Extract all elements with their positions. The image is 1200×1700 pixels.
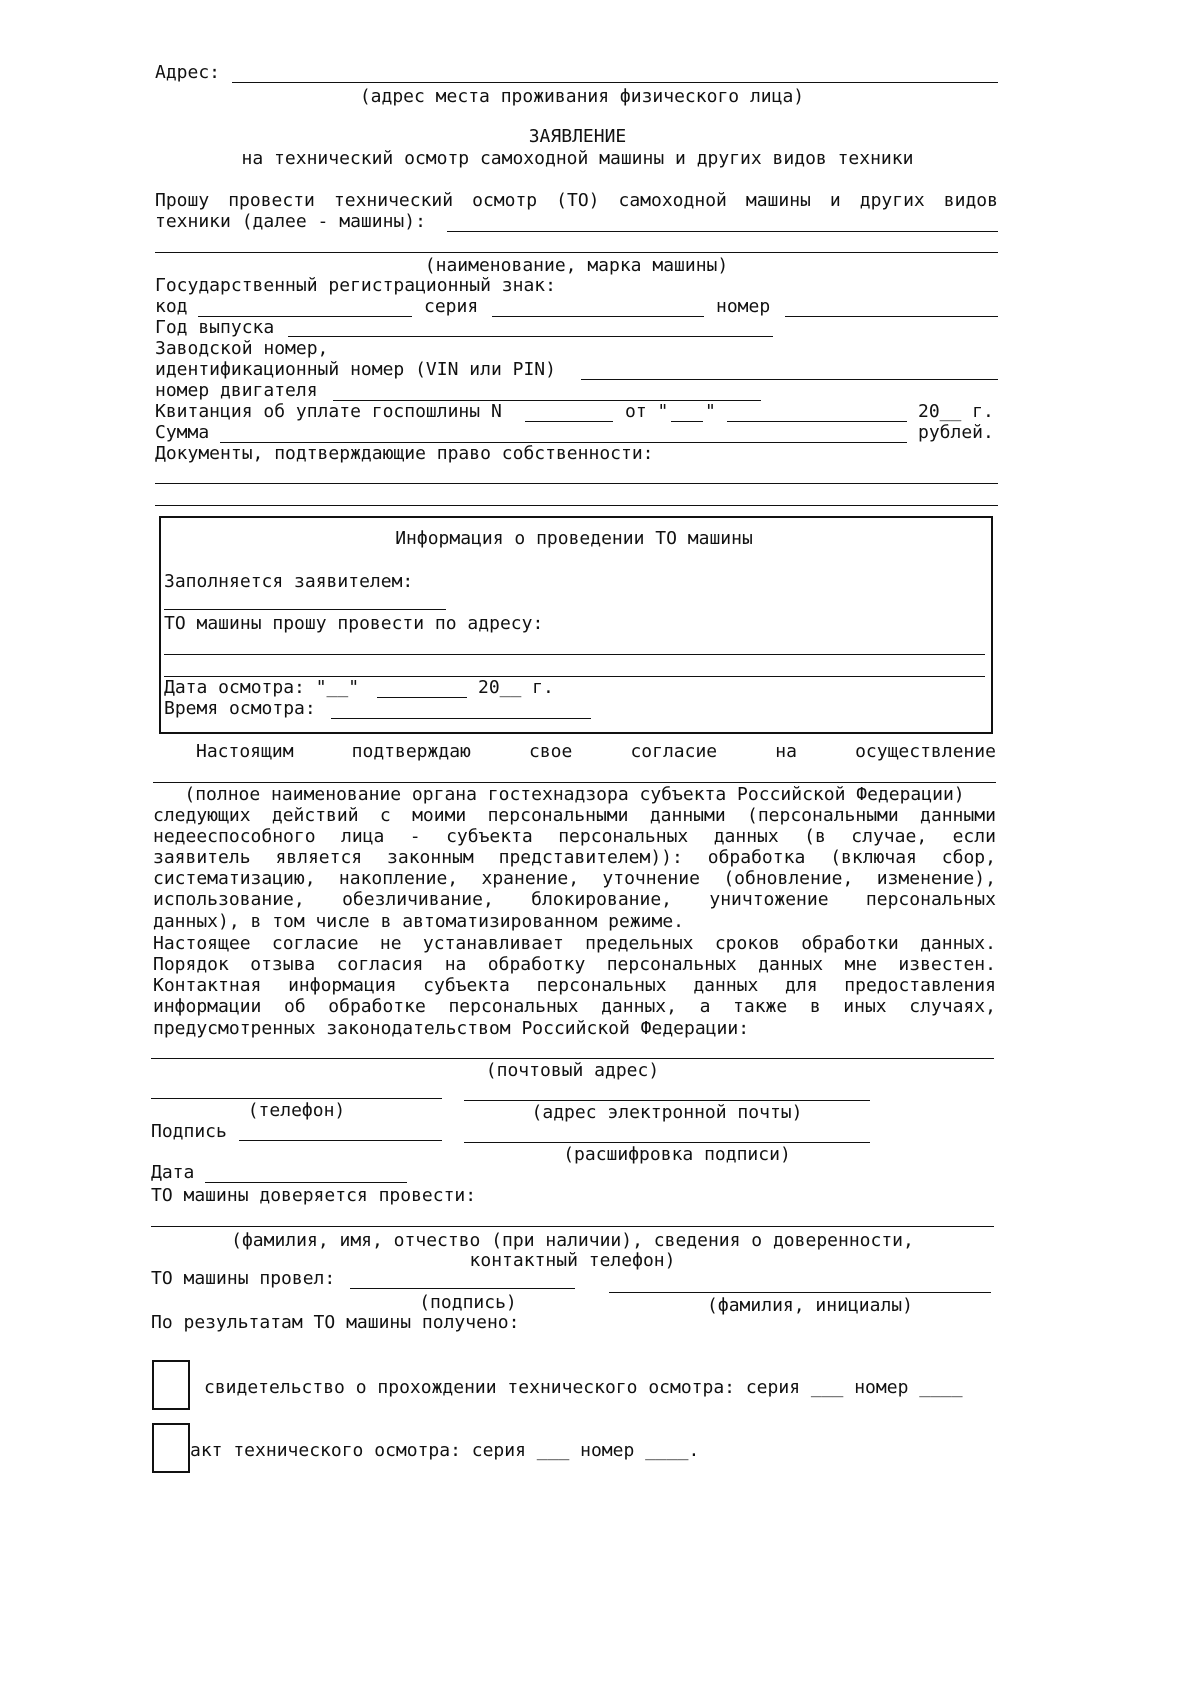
word: обработке [328,996,426,1017]
word: действий [271,805,359,826]
word: персональных [865,889,996,910]
word: а [699,996,711,1017]
word: персональными [487,805,629,826]
address-line[interactable] [232,82,998,83]
signature-caption: (расшифровка подписи) [563,1144,791,1165]
word: данных [693,975,759,996]
word: осуществление [855,741,996,762]
word: обезличивание, [342,889,494,910]
word: других [859,190,925,211]
word: (обновление, [723,868,854,889]
word: данными [920,805,996,826]
date-field[interactable] [205,1182,407,1183]
word: субъекта [446,826,533,847]
inspection-date-label: Дата осмотра: "__" [164,677,360,698]
certificate-label: свидетельство о прохождении технического осмотра: серия ___ номер ____ [204,1377,963,1398]
word: Настоящим [196,741,294,762]
certificate-checkbox[interactable] [152,1360,190,1410]
word: известен. [898,954,996,975]
sum-label: Сумма [155,422,210,443]
word: обработку [487,954,586,975]
trusted-caption-2: контактный телефон) [469,1250,676,1271]
word: видов [943,190,998,211]
word: данных. [920,933,996,954]
word: использование, [153,889,305,910]
address-caption: (адрес места проживания физического лица) [359,86,805,107]
word: данных [713,826,779,847]
word: согласие [271,933,359,954]
word: персональных [606,954,737,975]
word: свое [528,741,573,762]
word: сроков [714,933,780,954]
ownership-label: Документы, подтверждающие право собственности: [155,443,654,464]
word: (персональными [747,805,899,826]
word: персональных [448,996,579,1017]
word: на [775,741,797,762]
receipt-label: Квитанция об уплате госпошлины N [155,401,502,422]
applicant-line[interactable] [164,609,446,610]
paragraph-line [153,827,996,847]
consent-paragraph-2-last: предусмотренных законодательством Российской Федерации: [153,1018,750,1039]
paragraph-line [153,934,996,954]
performed-label: ТО машины провел: [151,1268,336,1289]
inspection-address-label: ТО машины прошу провести по адресу: [164,613,544,634]
phone-line[interactable] [151,1098,442,1099]
number-label: номер [716,296,771,317]
consent-line-1 [196,742,996,762]
word: систематизацию, [153,868,316,889]
phone-caption: (телефон) [247,1100,346,1121]
word: на [444,954,467,975]
word: Прошу [155,190,210,211]
word: в [809,996,821,1017]
word: недееспособного [153,826,316,847]
word: моими [412,805,467,826]
word: заявитель [153,847,251,868]
address-label: Адрес: [155,62,221,83]
word: предельных [585,933,694,954]
word: лица [341,826,385,847]
word: случаях, [909,996,996,1017]
inspection-address-line-1[interactable] [164,654,985,655]
word: подтверждаю [351,741,471,762]
word: (в [804,826,826,847]
vin-field[interactable] [581,379,998,380]
year-field[interactable] [288,336,773,337]
word: представителем)): [498,847,683,868]
results-label: По результатам ТО машины получено: [151,1312,520,1333]
word: данными [649,805,726,826]
word: субъекта [423,975,510,996]
year-label: Год выпуска [155,317,275,338]
request-line-1 [155,191,998,211]
postal-address-caption: (почтовый адрес) [485,1060,660,1081]
word: устанавливает [422,933,564,954]
authority-line[interactable] [153,782,996,783]
series-field[interactable] [492,316,704,317]
word: отзыва [250,954,316,975]
word: провести [228,190,315,211]
receipt-year: 20__ г. [918,401,994,422]
word: накопление, [338,868,459,889]
word: машины [745,190,811,211]
word: данных, [601,996,677,1017]
receipt-month-field[interactable] [727,421,907,422]
document-title: ЗАЯВЛЕНИЕ [528,126,627,147]
trusted-line[interactable] [151,1226,994,1227]
performed-name-caption: (фамилия, инициалы) [707,1295,913,1316]
word: с [379,805,391,826]
act-label: акт технического осмотра: серия ___ номер ____. [190,1440,700,1461]
word: согласие [630,741,718,762]
receipt-quote: " [705,401,716,422]
act-checkbox[interactable] [152,1423,190,1473]
receipt-from: от " [625,401,669,422]
signature-name-line[interactable] [464,1142,870,1143]
word: обработка [707,847,806,868]
word: хранение, [481,868,580,889]
ownership-line-1[interactable] [155,483,998,484]
word: - [409,826,421,847]
word: персональных [536,975,667,996]
word: уничтожение [709,889,829,910]
word: обработки [801,933,899,954]
word: мне [844,954,878,975]
date-label: Дата [151,1162,195,1183]
word: является [275,847,363,868]
reg-sign-heading: Государственный регистрационный знак: [155,275,556,296]
ownership-line-2[interactable] [155,505,998,506]
receipt-day-field[interactable] [671,421,703,422]
request-line-2: техники (далее - машины): [155,211,426,232]
series-label: серия [424,296,479,317]
word: не [379,933,402,954]
word: предоставления [844,975,996,996]
word: Настоящее [153,933,251,954]
trusted-label: ТО машины доверяется провести: [151,1185,477,1206]
word: если [952,826,996,847]
word: самоходной [618,190,727,211]
machine-name-line-2[interactable] [155,252,998,253]
word: и [829,190,841,211]
inspection-date-year: 20__ г. [478,677,554,698]
word: информации [153,996,262,1017]
sum-unit: рублей. [918,422,994,443]
word: Контактная [153,975,262,996]
inspection-month-field[interactable] [377,697,467,698]
factory-number-label: Заводской номер, [155,338,329,359]
machine-name-caption: (наименование, марка машины) [424,255,729,276]
word: изменение), [876,868,996,889]
word: случае, [851,826,928,847]
word: осмотр [472,190,538,211]
code-label: код [155,296,188,317]
paragraph-line [153,848,996,868]
paragraph-line [153,955,996,975]
word: персональных [558,826,689,847]
email-caption: (адрес электронной почты) [531,1102,803,1123]
inspection-time-label: Время осмотра: [164,698,316,719]
filled-by-label: Заполняется заявителем: [164,571,414,592]
word: иных [843,996,887,1017]
paragraph-line [153,806,996,826]
paragraph-line [153,997,996,1017]
receipt-number-field[interactable] [525,421,613,422]
paragraph-line [153,976,996,996]
consent-paragraph-last: данных), в том числе в автоматизированном режиме. [153,911,685,932]
word: об [283,996,306,1017]
word: согласия [336,954,424,975]
word: информация [288,975,397,996]
number-field[interactable] [785,316,998,317]
word: (включая [830,847,917,868]
word: сбор, [941,847,996,868]
inspection-time-field[interactable] [331,718,591,719]
signature-label: Подпись [151,1121,227,1142]
postal-address-line[interactable] [151,1058,994,1059]
trusted-caption-1: (фамилия, имя, отчество (при наличии), сведения о доверенности, [231,1230,914,1251]
performed-sign-field[interactable] [350,1288,575,1289]
engine-label: номер двигателя [155,380,318,401]
performed-sign-caption: (подпись) [419,1292,517,1313]
document-subtitle: на технический осмотр самоходной машины и других видов техники [241,148,914,169]
word: блокирование, [531,889,673,910]
signature-field[interactable] [239,1140,442,1141]
word: также [733,996,788,1017]
paragraph-line [153,890,996,910]
performed-name-field[interactable] [609,1292,991,1293]
paragraph-line [153,869,996,889]
word: технический [333,190,454,211]
word: уточнение [602,868,700,889]
word: (ТО) [556,190,600,211]
inspection-info-title: Информация о проведении ТО машины [395,528,753,549]
word: законным [387,847,474,868]
machine-name-line-1[interactable] [447,231,998,232]
word: Порядок [153,954,229,975]
word: для [785,975,818,996]
word: данных [758,954,824,975]
authority-caption: (полное наименование органа гостехнадзора субъекта Российской Федерации) [184,784,965,805]
word: следующих [153,805,251,826]
vin-label: идентификационный номер (VIN или PIN) [155,359,556,380]
email-line[interactable] [464,1100,870,1101]
